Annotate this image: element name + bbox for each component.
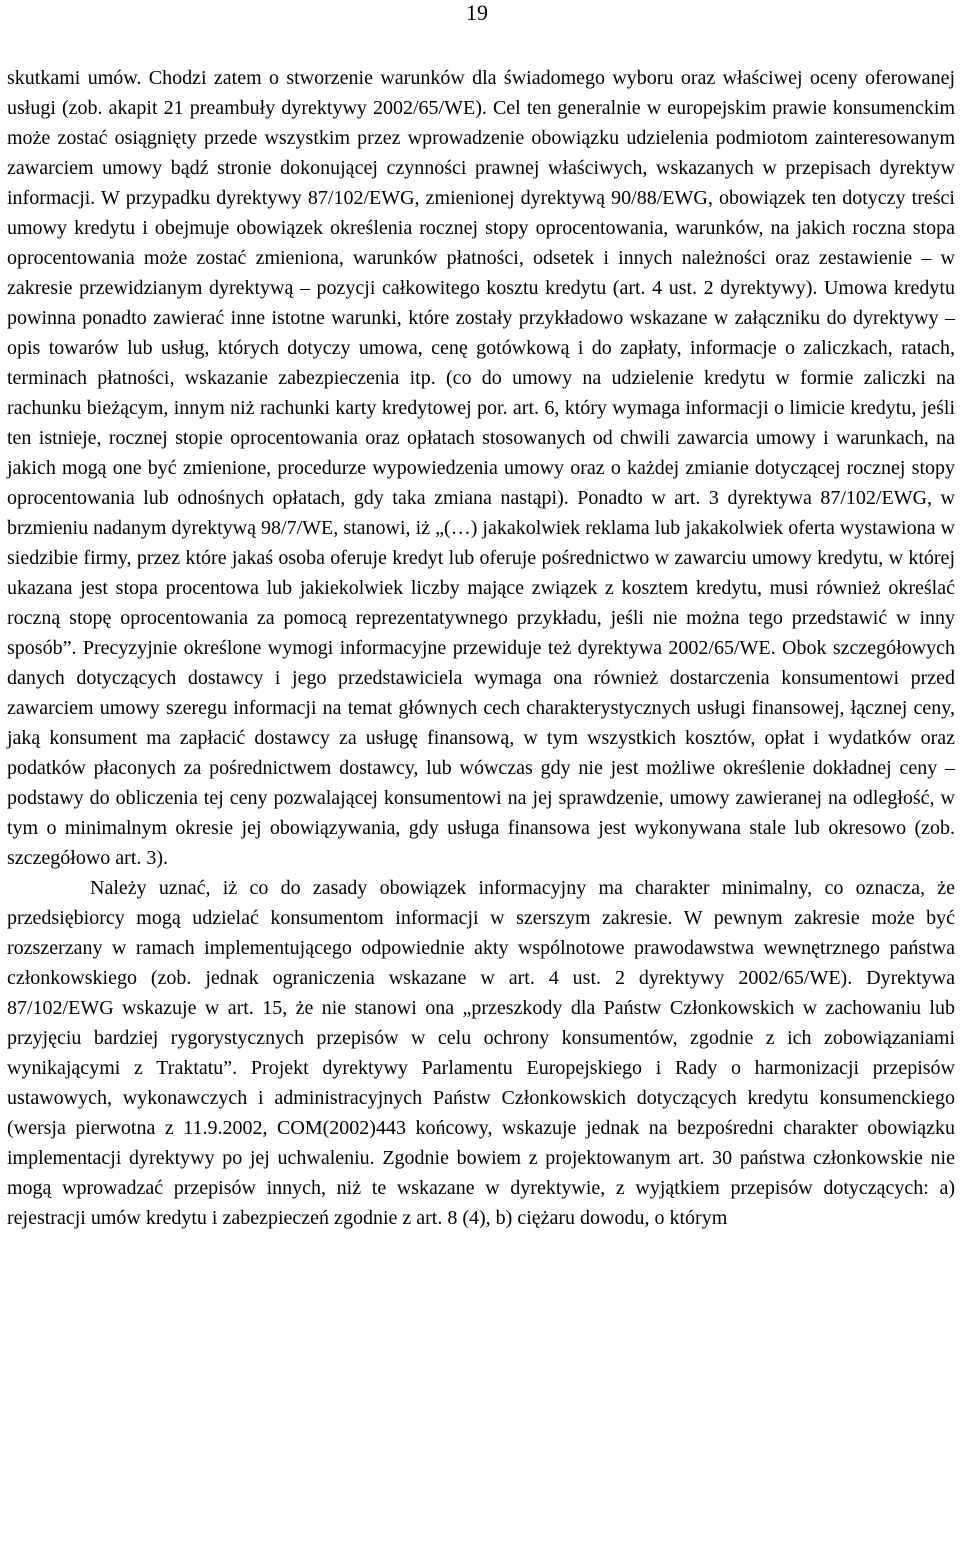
document-body	[7, 63, 955, 1233]
paragraph: Należy uznać, iż co do zasady obowiązek informacyjny ma charakter minimalny, co oznacza, że przedsiębiorcy mogą udzielać konsumentom informacji w szerszym zakresie. W pewnym zakresie może być rozszerzany w ramach implementującego odpowiednie akty wspólnotowe prawodawstwa wewnętrznego państwa członkowskiego (zob. jednak ograniczenia wskazane w art. 4 ust. 2 dyrektywy 2002/65/WE). Dyrektywa 87/102/EWG wskazuje w art. 15, że nie stanowi ona „przeszkody dla Państw Członkowskich w zachowaniu lub przyjęciu bardziej rygorystycznych przepisów w celu ochrony konsumentów, zgodnie z ich zobowiązaniami wynikającymi z Traktatu”. Projekt dyrektywy Parlamentu Europejskiego i Rady o harmonizacji przepisów ustawowych, wykonawczych i administracyjnych Państw Członkowskich dotyczących kredytu konsumenckiego (wersja pierwotna z 11.9.2002, COM(2002)443 końcowy, wskazuje jednak na bezpośredni charakter obowiązku implementacji dyrektywy po jej uchwaleniu. Zgodnie bowiem z projektowanym art. 30 państwa członkowskie nie mogą wprowadzać przepisów innych, niż te wskazane w dyrektywie, z wyjątkiem przepisów dotyczących: a) rejestracji umów kredytu i zabezpieczeń zgodnie z art. 8 (4), b) ciężaru dowodu, o którym	[7, 877, 955, 1229]
paragraph: skutkami umów. Chodzi zatem o stworzenie warunków dla świadomego wyboru oraz właściwej oceny oferowanej usługi (zob. akapit 21 preambuły dyrektywy 2002/65/WE). Cel ten generalnie w europejskim prawie konsumenckim może zostać osiągnięty przede wszystkim przez wprowadzenie obowiązku udzielenia podmiotom zainteresowanym zawarciem umowy bądź stronie dokonującej czynności prawnej właściwych, wskazanych w przepisach dyrektyw informacji. W przypadku dyrektywy 87/102/EWG, zmienionej dyrektywą 90/88/EWG, obowiązek ten dotyczy treści umowy kredytu i obejmuje obowiązek określenia rocznej stopy oprocentowania, warunków, na jakich roczna stopa oprocentowania może zostać zmieniona, warunków płatności, odsetek i innych należności oraz zestawienie – w zakresie przewidzianym dyrektywą – pozycji całkowitego kosztu kredytu (art. 4 ust. 2 dyrektywy). Umowa kredytu powinna ponadto zawierać inne istotne warunki, które zostały przykładowo wskazane w załączniku do dyrektywy – opis towarów lub usług, których dotyczy umowa, cenę gotówkową i do zapłaty, informacje o zaliczkach, ratach, terminach płatności, wskazanie zabezpieczenia itp. (co do umowy na udzielenie kredytu w formie zaliczki na rachunku bieżącym, innym niż rachunki karty kredytowej por. art. 6, który wymaga informacji o limicie kredytu, jeśli ten istnieje, rocznej stopie oprocentowania oraz opłatach stosowanych od chwili zawarcia umowy i warunkach, na jakich mogą one być zmienione, procedurze wypowiedzenia umowy oraz o każdej zmianie dotyczącej rocznej stopy oprocentowania lub odnośnych opłatach, gdy taka zmiana nastąpi). Ponadto w art. 3 dyrektywa 87/102/EWG, w brzmieniu nadanym dyrektywą 98/7/WE, stanowi, iż „(…) jakakolwiek reklama lub jakakolwiek oferta wystawiona w siedzibie firmy, przez które jakaś osoba oferuje kredyt lub oferuje pośrednictwo w zawarciu umowy kredytu, w której ukazana jest stopa procentowa lub jakiekolwiek liczby mające związek z kosztem kredytu, musi również określać roczną stopę oprocentowania za pomocą reprezentatywnego przykładu, jeśli nie można tego przedstawić w inny sposób”. Precyzyjnie określone wymogi informacyjne przewiduje też dyrektywa 2002/65/WE. Obok szczegółowych danych dotyczących dostawcy i jego przedstawiciela wymaga ona również dostarczenia konsumentowi przed zawarciem umowy szeregu informacji na temat głównych cech charakterystycznych usługi finansowej, łącznej ceny, jaką konsument ma zapłacić dostawcy za usługę finansową, w tym wszystkich kosztów, opłat i wydatków oraz podatków płaconych za pośrednictwem dostawcy, lub wówczas gdy nie jest możliwe określenie dokładnej ceny – podstawy do obliczenia tej ceny pozwalającej konsumentowi na jej sprawdzenie, umowy zawieranej na odległość, w tym o minimalnym okresie jej obowiązywania, gdy usługa finansowa jest wykonywana stale lub okresowo (zob. szczegółowo art. 3).	[7, 67, 955, 869]
page-number: 19	[466, 0, 488, 25]
